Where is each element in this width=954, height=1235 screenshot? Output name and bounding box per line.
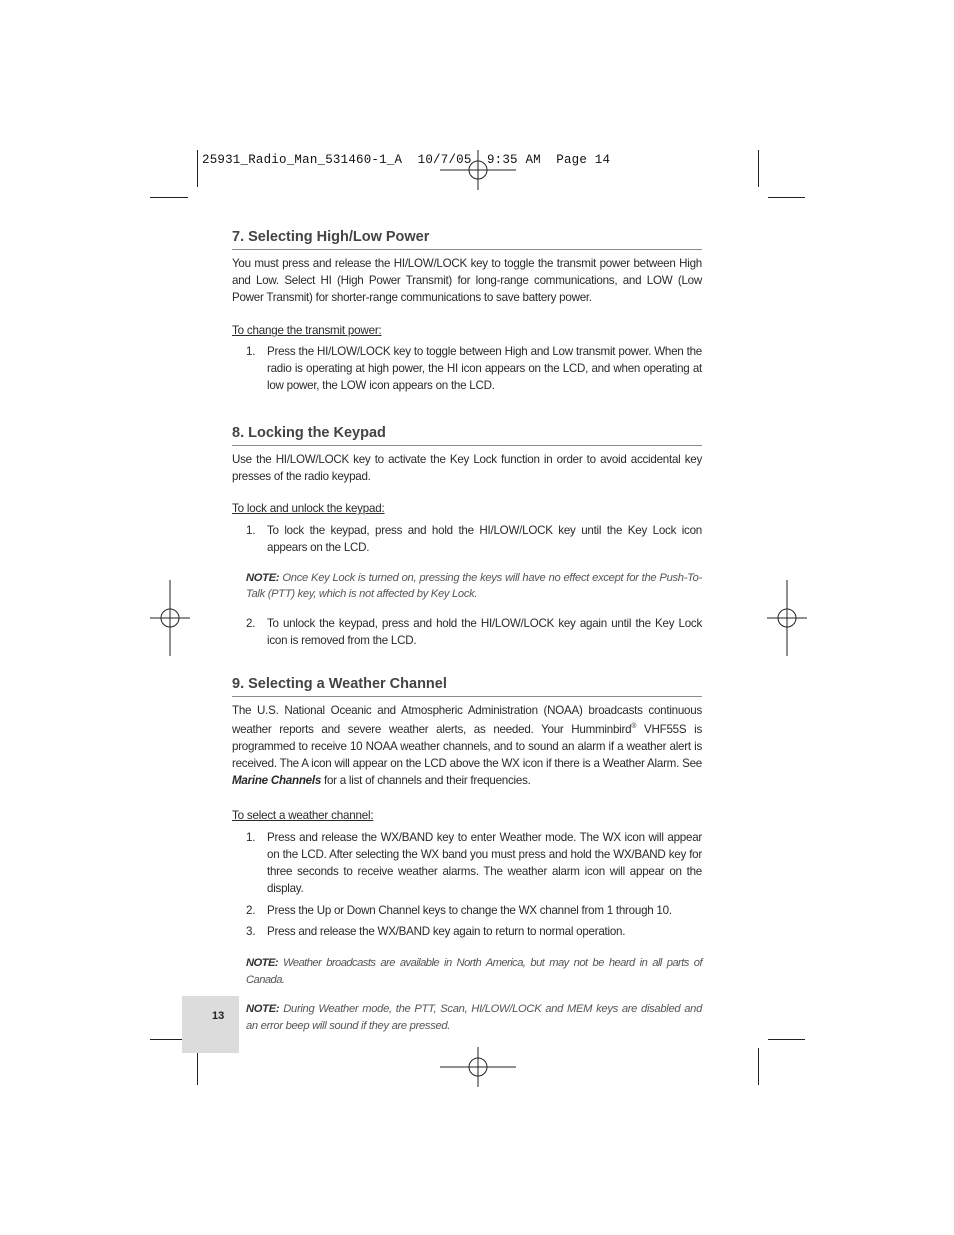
step-text: To lock the keypad, press and hold the HI/LOW/LOCK key until the Key Lock icon appears on the LCD.	[267, 524, 702, 555]
section-high-low-power	[232, 226, 702, 395]
step-number: 2.	[246, 616, 256, 630]
list-item	[232, 344, 702, 394]
step-number: 2.	[246, 903, 256, 917]
intro-text-b: VHF55S is programmed to receive 10 NOAA weather channels, and to sound an alarm if a weather alert is received. The A icon will appear on the LCD above the WX icon if there is a Weather Alarm. See	[232, 723, 702, 770]
section-intro	[232, 703, 702, 790]
step-number: 1.	[246, 524, 256, 538]
list-item	[232, 830, 702, 897]
note-text: Weather broadcasts are available in North America, but may not be heard in all parts of Canada.	[246, 957, 702, 986]
step-text: To unlock the keypad, press and hold the HI/LOW/LOCK key again until the Key Lock icon is removed from the LCD.	[267, 616, 702, 647]
step-text: Press and release the WX/BAND key to enter Weather mode. The WX icon will appear on the LCD. After selecting the WX band you must press and hold the WX/BAND key for three seconds to receive weather alarms. The weather alarm icon will appear on the display.	[267, 831, 702, 895]
step-text: Press the HI/LOW/LOCK key to toggle between High and Low transmit power. When the radio is operating at high power, the HI icon appears on the LCD, and when operating at low power, the LOW icon appears on the LCD.	[267, 345, 702, 392]
note-label: NOTE:	[246, 957, 279, 970]
step-number: 3.	[246, 925, 256, 939]
list-item	[232, 924, 702, 941]
procedure-steps	[232, 523, 702, 557]
list-item	[232, 616, 702, 650]
step-text: Press the Up or Down Channel keys to change the WX channel from 1 through 10.	[267, 903, 672, 917]
intro-text-a: The U.S. National Oceanic and Atmospheric Administration (NOAA) broadcasts continuous weather reports and severe weather alerts, as needed. Your Humminbird	[232, 703, 702, 737]
section-heading: 8. Locking the Keypad	[232, 422, 702, 446]
note	[246, 955, 702, 988]
note-label: NOTE:	[246, 1003, 280, 1016]
note-label: NOTE:	[246, 571, 280, 584]
list-item	[232, 903, 702, 920]
registration-mark-top	[440, 150, 516, 190]
crop-mark-bottom-left-v	[197, 1048, 198, 1085]
section-heading: 9. Selecting a Weather Channel	[232, 673, 702, 697]
intro-text-c: for a list of channels and their frequencies.	[321, 773, 531, 787]
procedure-title: To change the transmit power:	[232, 324, 382, 338]
crop-mark-top-right-h	[768, 197, 805, 198]
section-intro: You must press and release the HI/LOW/LOCK key to toggle the transmit power between High and Low. Select HI (High Power Transmit) for long-range communications, and LOW (Low Power Transmit) for shorter-range communications to save battery power.	[232, 257, 702, 304]
note-text: Once Key Lock is turned on, pressing the keys will have no effect except for the Push-To-Talk (PTT) key, which is not affected by Key Lock.	[246, 571, 702, 601]
crop-mark-top-left-v	[197, 150, 198, 187]
crop-mark-bottom-right-h	[768, 1039, 805, 1040]
crop-mark-top-left-h	[150, 197, 188, 198]
registered-mark: ®	[631, 723, 637, 731]
registration-mark-left	[150, 580, 190, 656]
section-heading: 7. Selecting High/Low Power	[232, 226, 702, 250]
registration-mark-right	[767, 580, 807, 656]
procedure-title: To lock and unlock the keypad:	[232, 502, 385, 516]
step-text: Press and release the WX/BAND key again to return to normal operation.	[267, 925, 626, 939]
page-content	[232, 226, 702, 1034]
step-number: 1.	[246, 345, 256, 359]
procedure-steps	[232, 344, 702, 394]
page-number-tab	[182, 996, 239, 1053]
page-number: 13	[212, 1010, 225, 1022]
section-intro: Use the HI/LOW/LOCK key to activate the Key Lock function in order to avoid accidental key presses of the radio keypad.	[232, 452, 702, 483]
note	[246, 1001, 702, 1034]
note	[246, 570, 702, 603]
procedure-steps	[232, 616, 702, 650]
list-item	[232, 523, 702, 557]
print-slug: 25931_Radio_Man_531460-1_A 10/7/05 9:35 AM Page 14	[202, 153, 611, 167]
crop-mark-top-right-v	[758, 150, 759, 187]
step-number: 1.	[246, 831, 256, 845]
crop-mark-bottom-right-v	[758, 1048, 759, 1085]
procedure-title: To select a weather channel:	[232, 809, 374, 823]
marine-channels-reference: Marine Channels	[232, 773, 322, 787]
registration-mark-bottom	[440, 1047, 516, 1087]
section-weather-channel	[232, 673, 702, 1035]
section-locking-keypad	[232, 422, 702, 650]
procedure-steps	[232, 830, 702, 941]
note-text: During Weather mode, the PTT, Scan, HI/LOW/LOCK and MEM keys are disabled and an error beep will sound if they are pressed.	[246, 1003, 702, 1032]
